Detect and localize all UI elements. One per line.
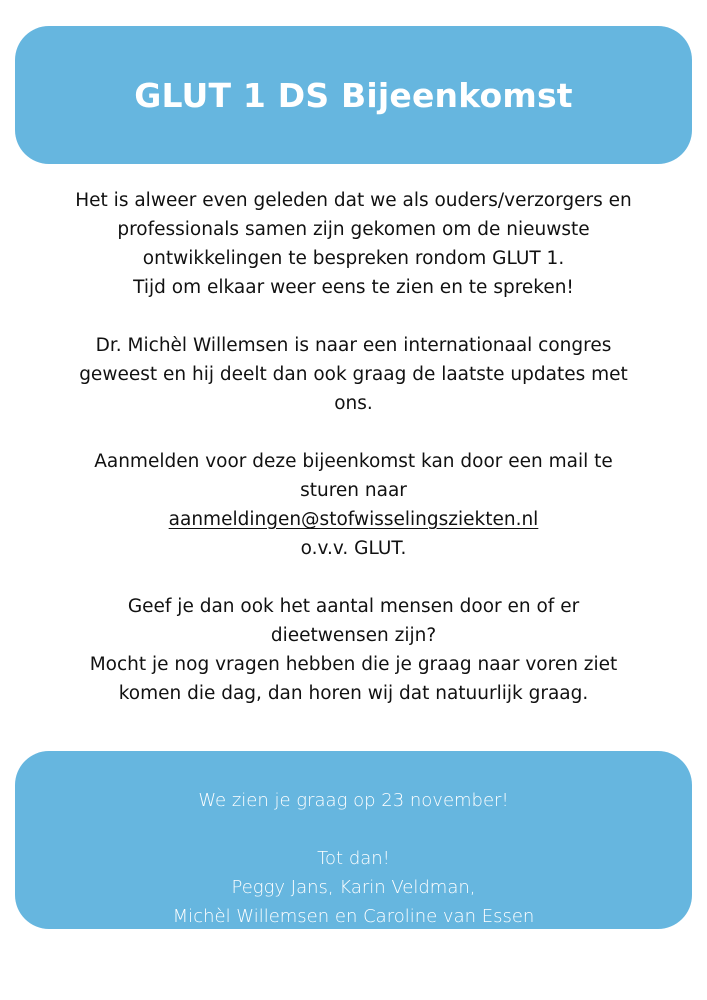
footer-content <box>15 751 692 931</box>
footer-banner <box>15 751 692 929</box>
registration-paragraph <box>40 447 667 563</box>
speaker-line: Dr. Michèl Willemsen is naar een internationaal congres <box>95 335 612 356</box>
details-paragraph <box>40 592 667 708</box>
details-line: komen die dag, dan horen wij dat natuurlijk graag. <box>118 683 589 704</box>
announcement-body <box>40 186 667 737</box>
registration-line: Aanmelden voor deze bijeenkomst kan door een mail te <box>94 451 613 472</box>
page-title: GLUT 1 DS Bijeenkomst <box>134 75 573 115</box>
email-link-wrapper <box>40 505 667 534</box>
intro-paragraph <box>40 186 667 302</box>
details-line: Mocht je nog vragen hebben die je graag naar voren ziet <box>89 654 618 675</box>
registration-reference: o.v.v. GLUT. <box>300 538 407 559</box>
speaker-paragraph <box>40 331 667 418</box>
intro-line: Het is alweer even geleden dat we als ouders/verzorgers en <box>75 190 632 211</box>
intro-line: Tijd om elkaar weer eens te zien en te spreken! <box>133 277 574 298</box>
speaker-line: geweest en hij deelt dan ook graag de laatste updates met <box>79 364 628 385</box>
intro-line: professionals samen zijn gekomen om de nieuwste <box>117 219 590 240</box>
registration-email-link[interactable]: aanmeldingen@stofwisselingsziekten.nl <box>168 509 539 530</box>
footer-closing: Tot dan! <box>317 848 390 869</box>
footer-signers-line-1: Peggy Jans, Karin Veldman, <box>231 877 476 898</box>
footer-signers-line-2: Michèl Willemsen en Caroline van Essen <box>172 906 535 927</box>
details-line: dieetwensen zijn? <box>270 625 437 646</box>
header-banner <box>15 26 692 164</box>
registration-line: sturen naar <box>300 480 407 501</box>
footer-spacer <box>15 815 692 844</box>
footer-date-line: We zien je graag op 23 november! <box>198 790 509 811</box>
speaker-line: ons. <box>334 393 373 414</box>
details-line: Geef je dan ook het aantal mensen door en of er <box>127 596 580 617</box>
intro-line: ontwikkelingen te bespreken rondom GLUT 1. <box>142 248 565 269</box>
